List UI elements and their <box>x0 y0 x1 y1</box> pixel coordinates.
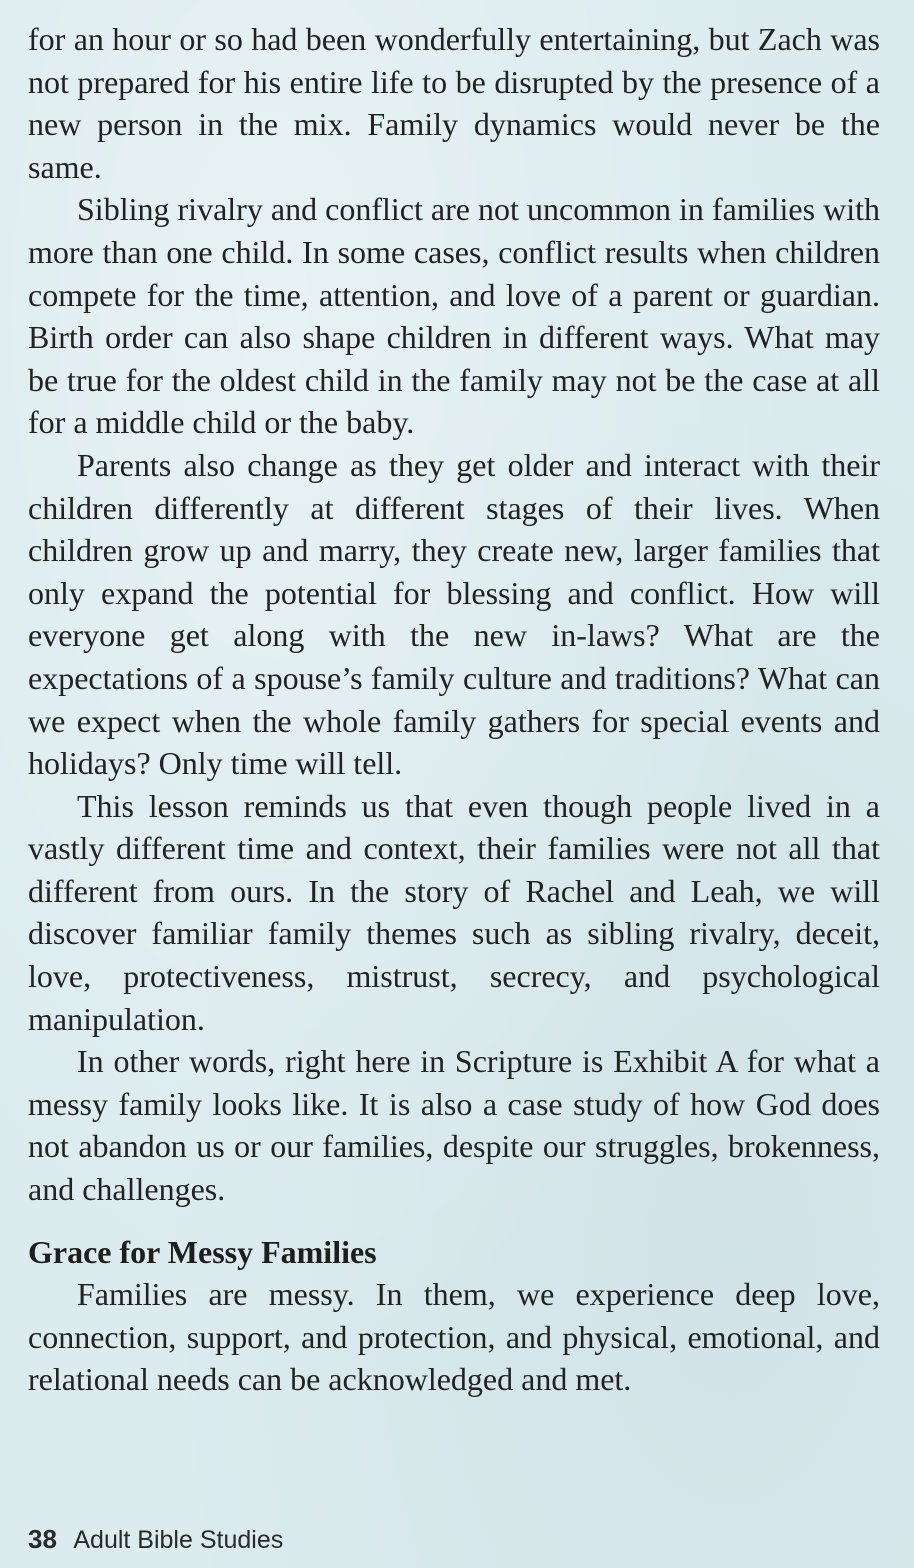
publication-title: Adult Bible Studies <box>73 1526 284 1554</box>
body-text <box>28 18 880 1401</box>
paragraph-continuation: for an hour or so had been wonderfully entertaining, but Zach was not prepared for his entire life to be disrupted by the presence of a new person in the mix. Family dynamics would never be the same. <box>28 21 880 185</box>
paragraph-lesson-reminder: This lesson reminds us that even though people lived in a vastly different time and context, their families were not all that different from ours. In the story of Rachel and Leah, we will discover familiar family themes such as sibling rivalry, deceit, love, protectiveness, mistrust, secrecy, and psychological manipulation. <box>28 787 880 1037</box>
paragraph-sibling-rivalry: Sibling rivalry and conflict are not uncommon in families with more than one child. In some cases, conflict results when children compete for the time, attention, and love of a parent or guardian. Birth order can also shape children in different ways. What may be true for the oldest child in the family may not be the case at all for a middle child or the baby. <box>28 191 880 441</box>
paragraph-families-messy: Families are messy. In them, we experience deep love, connection, support, and protection, and physical, emotional, and relational needs can be acknowledged and met. <box>28 1276 880 1398</box>
page-footer <box>28 1524 283 1555</box>
page-number: 38 <box>28 1524 57 1554</box>
paragraph-parents-change: Parents also change as they get older and interact with their children differently at different stages of their lives. When children grow up and marry, they create new, larger families that only expand the potential for blessing and conflict. How will everyone get along with the new in-laws? What are the expectations of a spouse’s family culture and traditions? What can we expect when the whole family gathers for special events and holidays? Only time will tell. <box>28 446 880 782</box>
paragraph-exhibit-a: In other words, right here in Scripture is Exhibit A for what a messy family looks like. It is also a case study of how God does not abandon us or our families, despite our struggles, brokenness, and challenges. <box>28 1043 880 1208</box>
section-heading: Grace for Messy Families <box>28 1233 377 1270</box>
